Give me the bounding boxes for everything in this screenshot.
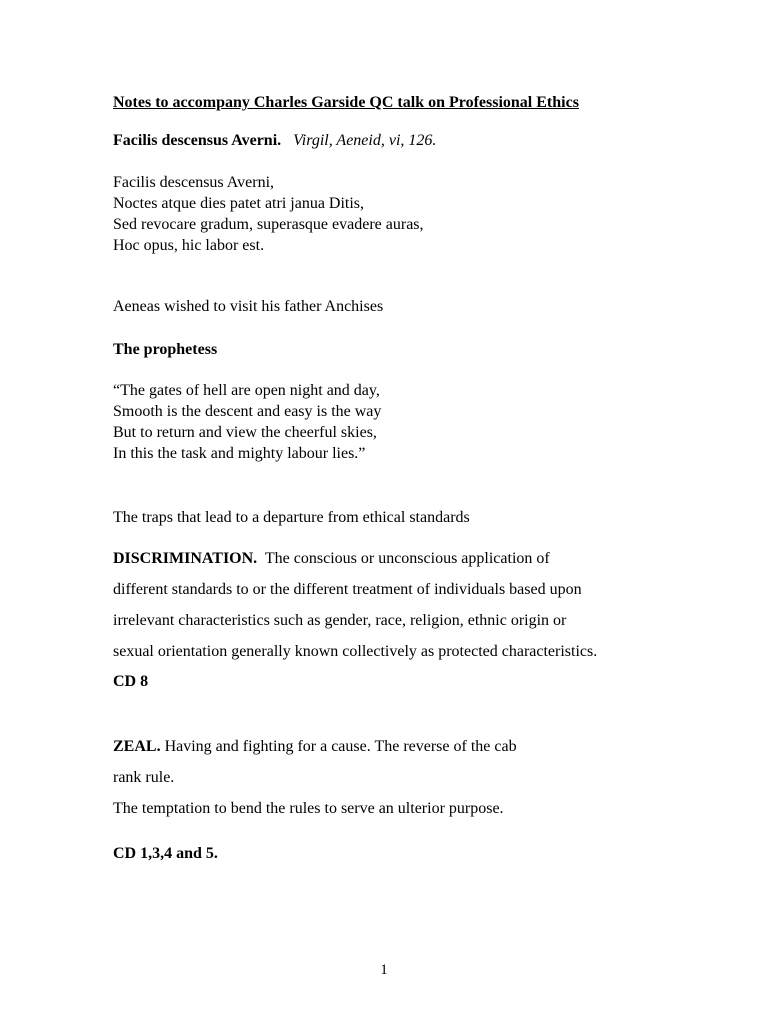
latin-verse-line: Hoc opus, hic labor est. — [113, 237, 265, 254]
latin-verse — [113, 172, 673, 256]
latin-verse-line: Sed revocare gradum, superasque evadere auras, — [113, 216, 424, 233]
aeneas-paragraph: Aeneas wished to visit his father Anchises — [113, 298, 384, 315]
discrimination-text: The conscious or unconscious application of — [264, 550, 550, 567]
zeal-text: Having and fighting for a cause. The reverse of the cab — [164, 738, 517, 755]
document-body — [113, 92, 673, 864]
english-verse — [113, 380, 673, 464]
discrimination-heading: DISCRIMINATION. — [113, 550, 258, 567]
zeal-text: The temptation to bend the rules to serve an ulterior purpose. — [113, 800, 504, 817]
latin-verse-line: Facilis descensus Averni, — [113, 174, 275, 191]
document-title: Notes to accompany Charles Garside QC talk on Professional Ethics — [113, 94, 579, 111]
epigraph — [113, 130, 673, 151]
discrimination-text: irrelevant characteristics such as gender, race, religion, ethnic origin or — [113, 612, 567, 629]
discrimination-section — [113, 543, 673, 667]
page-number: 1 — [380, 962, 388, 978]
epigraph-source: Virgil, Aeneid, vi, 126. — [293, 132, 437, 149]
english-verse-line: “The gates of hell are open night and day, — [113, 382, 380, 399]
discrimination-ref: CD 8 — [113, 673, 149, 690]
traps-paragraph: The traps that lead to a departure from ethical standards — [113, 509, 470, 526]
english-verse-line: In this the task and mighty labour lies.” — [113, 445, 366, 462]
zeal-section — [113, 731, 673, 824]
prophetess-heading: The prophetess — [113, 341, 218, 358]
epigraph-quote: Facilis descensus Averni. — [113, 132, 282, 149]
discrimination-text: different standards to or the different treatment of individuals based upon — [113, 581, 582, 598]
zeal-ref: CD 1,3,4 and 5. — [113, 845, 218, 862]
english-verse-line: Smooth is the descent and easy is the way — [113, 403, 382, 420]
zeal-text: rank rule. — [113, 769, 175, 786]
latin-verse-line: Noctes atque dies patet atri janua Ditis, — [113, 195, 365, 212]
discrimination-text: sexual orientation generally known collectively as protected characteristics. — [113, 643, 598, 660]
zeal-heading: ZEAL. — [113, 738, 161, 755]
english-verse-line: But to return and view the cheerful skies, — [113, 424, 377, 441]
